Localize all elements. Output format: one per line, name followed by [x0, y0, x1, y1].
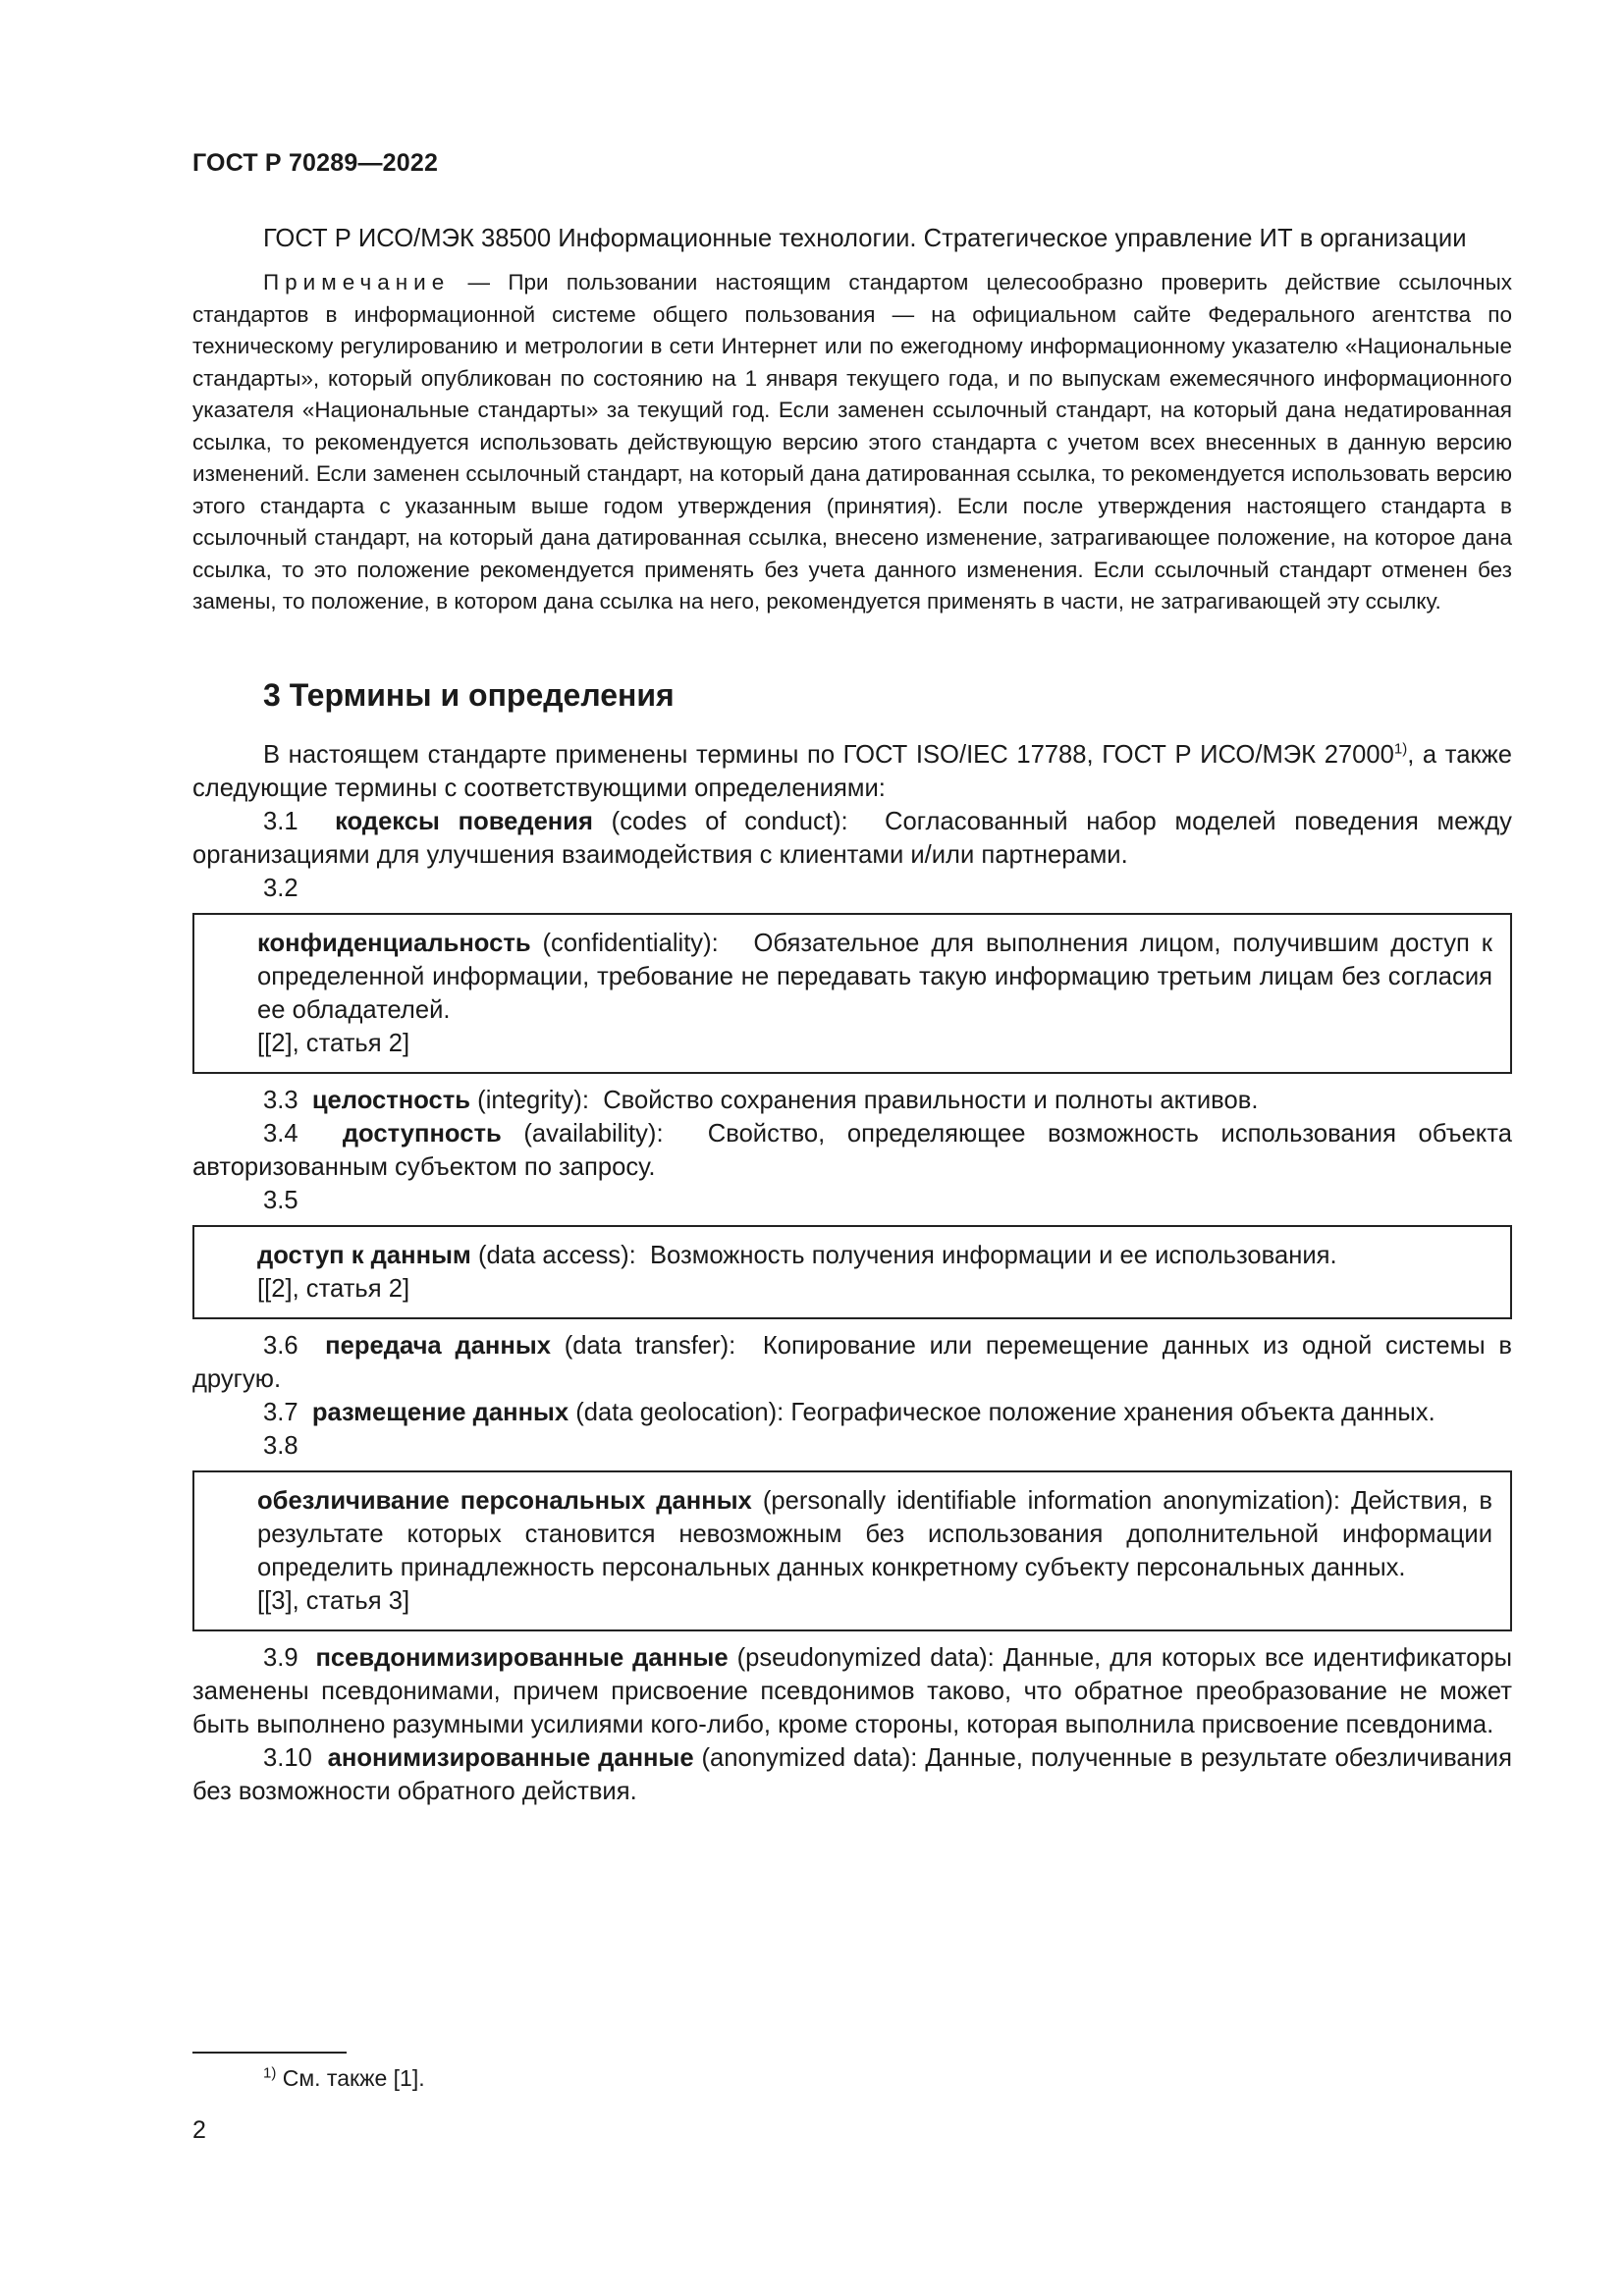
term-name: размещение данных — [311, 1398, 569, 1426]
term-3-6 — [192, 1329, 1512, 1396]
term-number: 3.1 — [263, 807, 298, 835]
footnote — [263, 2063, 425, 2093]
term-name: целостность — [311, 1086, 471, 1114]
term-number: 3.6 — [263, 1331, 298, 1360]
term-english: (integrity): — [477, 1086, 589, 1114]
term-english: (codes of conduct): — [611, 807, 848, 835]
term-english: (personally identifiable information anonymization): — [762, 1486, 1340, 1515]
term-3-2 — [257, 927, 1492, 1027]
standard-code-header: ГОСТ Р 70289—2022 — [192, 149, 439, 177]
footnote-separator — [192, 2052, 347, 2054]
term-box-3-2 — [192, 913, 1512, 1074]
term-definition: Действия, в результате которых становится невозможным без использования дополнительной информации определить принадлежность персональных данных конкретному субъекту персональных данных. — [257, 1486, 1492, 1581]
term-name: псевдонимизированные данные — [315, 1643, 729, 1672]
term-source: [[2], статья 2] — [257, 1029, 410, 1057]
term-source: [[2], статья 2] — [257, 1274, 410, 1303]
term-english: (anonymized data): — [701, 1743, 918, 1772]
term-name: конфиденциальность — [257, 929, 531, 957]
term-box-3-5 — [192, 1225, 1512, 1319]
note-text: — При пользовании настоящим стандартом целесообразно проверить действие ссылочных стандартов в информационной системе общего пользования — на официальном сайте Федерального агентства по техническому регулированию и метрологии в сети Интернет или по ежегодному информационному указателю «Национальные стандарты», который опубликован по состоянию на 1 января текущего года, и по выпускам ежемесячного информационного указателя «Национальные стандарты» за текущий год. Если заменен ссылочный стандарт, на который дана недатированная ссылка, то рекомендуется использовать действующую версию этого стандарта с учетом всех внесенных в данную версию изменений. Если заменен ссылочный стандарт, на который дана датированная ссылка, то рекомендуется использовать версию этого стандарта с указанным выше годом утверждения (принятия). Если после утверждения настоящего стандарта в ссылочный стандарт, на который дана датированная ссылка, внесено изменение, затрагивающее положение, на которое дана ссылка, то это положение рекомендуется применять без учета данного изменения. Если ссылочный стандарт отменен без замены, то положение, в котором дана ссылка на него, рекомендуется применять в части, не затрагивающей эту ссылку. — [192, 270, 1512, 614]
term-definition: Данные, для которых все идентификаторы заменены псевдонимами, причем присвоение псевдонимов таково, что обратное преобразование не может быть выполнено разумными усилиями кого-либо, кроме стороны, которая выполнила присвоение псевдонима. — [192, 1643, 1512, 1738]
page-number: 2 — [192, 2116, 206, 2144]
term-name: передача данных — [325, 1331, 551, 1360]
term-3-8 — [257, 1484, 1492, 1584]
footnote-mark: 1) — [263, 2064, 277, 2082]
term-number: 3.9 — [263, 1643, 298, 1672]
reference-entry: ГОСТ Р ИСО/МЭК 38500 Информационные технологии. Стратегическое управление ИТ в организации — [263, 225, 1467, 252]
term-name: анонимизированные данные — [327, 1743, 694, 1772]
term-number: 3.7 — [263, 1398, 298, 1426]
note-label: Примечание — [263, 270, 451, 294]
term-definition: Свойство сохранения правильности и полноты активов. — [603, 1086, 1259, 1114]
term-definition: Данные, полученные в результате обезличивания без возможности обратного действия. — [192, 1743, 1512, 1805]
intro-text-b: , а также следующие термины с соответствующими определениями: — [192, 740, 1512, 802]
term-name: доступность — [342, 1119, 502, 1148]
term-definition: Копирование или перемещение данных из одной системы в другую. — [192, 1331, 1512, 1393]
note-paragraph — [192, 267, 1512, 618]
footnote-ref: 1) — [1393, 739, 1408, 757]
term-3-5 — [257, 1239, 1492, 1272]
term-name: доступ к данным — [257, 1241, 471, 1269]
term-number-3-2: 3.2 — [263, 874, 298, 902]
term-number-3-5: 3.5 — [263, 1186, 298, 1214]
term-definition: Географическое положение хранения объекта данных. — [790, 1398, 1435, 1426]
term-name: кодексы поведения — [335, 807, 593, 835]
term-source: [[3], статья 3] — [257, 1586, 410, 1615]
term-number: 3.10 — [263, 1743, 312, 1772]
term-english: (availability): — [523, 1119, 664, 1148]
term-english: (data access): — [477, 1241, 636, 1269]
term-definition: Свойство, определяющее возможность использования объекта авторизованным субъектом по запросу. — [192, 1119, 1512, 1181]
term-name: обезличивание персональных данных — [257, 1486, 752, 1515]
term-number: 3.3 — [263, 1086, 298, 1114]
term-3-1 — [192, 805, 1512, 872]
term-definition: Согласованный набор моделей поведения между организациями для улучшения взаимодействия с клиентами и/или партнерами. — [192, 807, 1512, 869]
section-intro — [192, 738, 1512, 805]
term-english: (confidentiality): — [542, 929, 719, 957]
term-3-7 — [192, 1396, 1512, 1429]
term-3-4 — [192, 1117, 1512, 1184]
term-definition: Возможность получения информации и ее использования. — [649, 1241, 1337, 1269]
intro-text-a: В настоящем стандарте применены термины по ГОСТ ISO/IEC 17788, ГОСТ Р ИСО/МЭК 27000 — [263, 740, 1394, 769]
term-definition: Обязательное для выполнения лицом, получившим доступ к определенной информации, требование не передавать такую информацию третьим лицам без согласия ее обладателей. — [257, 929, 1492, 1024]
section-heading: 3 Термины и определения — [263, 676, 675, 713]
term-box-3-8 — [192, 1470, 1512, 1631]
term-3-3 — [192, 1084, 1512, 1117]
term-number: 3.4 — [263, 1119, 298, 1148]
term-english: (pseudonymized data): — [736, 1643, 995, 1672]
term-number-3-8: 3.8 — [263, 1431, 298, 1460]
footnote-text: См. также [1]. — [282, 2065, 425, 2091]
term-3-9 — [192, 1641, 1512, 1741]
page-content — [192, 222, 1512, 1808]
term-3-10 — [192, 1741, 1512, 1808]
term-english: (data geolocation): — [575, 1398, 785, 1426]
term-english: (data transfer): — [564, 1331, 736, 1360]
